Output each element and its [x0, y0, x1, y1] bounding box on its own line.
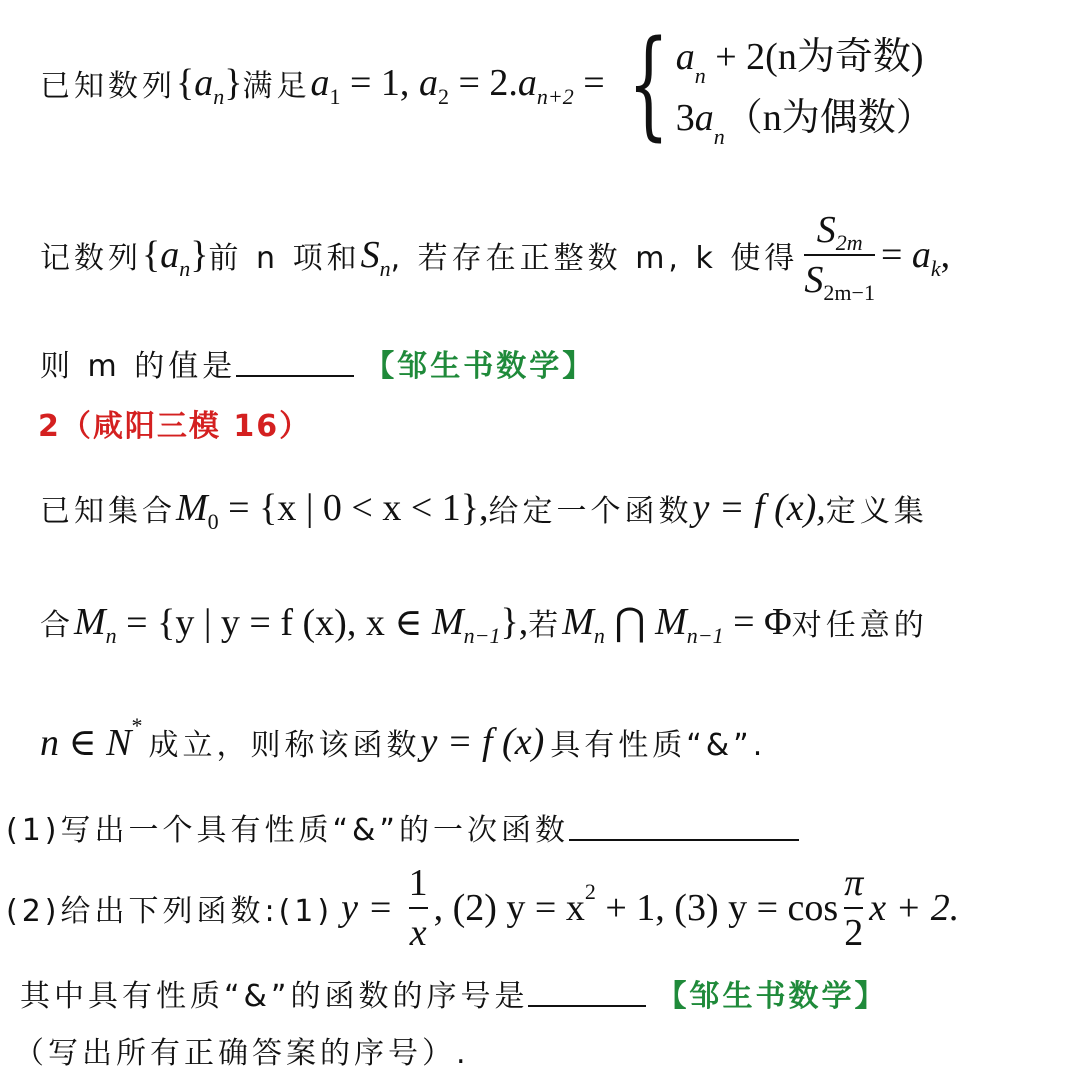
- answer-blank[interactable]: [236, 349, 354, 377]
- answer-blank-q3[interactable]: [528, 979, 646, 1007]
- brace-glyph: {: [627, 14, 669, 152]
- S-var: S: [360, 234, 380, 276]
- p1-question: 则 m 的值是: [40, 349, 237, 384]
- brand-label: 【邹生书数学】: [364, 349, 596, 384]
- answer-blank-q1[interactable]: [569, 813, 799, 841]
- S-sub: n: [379, 256, 391, 281]
- p2-heading-line: [38, 400, 311, 446]
- p1-text-satisfy: 满足: [242, 69, 311, 104]
- p2-q1: (1)写出一个具有性质“&”的一次函数: [6, 802, 799, 852]
- p2-q3: 其中具有性质“&”的函数的序号是 【邹生书数学】: [20, 968, 887, 1018]
- p1-line2: 记数列 { a n } 前 n 项和 S n , 若存在正整数 m, k 使得 S 2m S 2m−1 = a k ,: [40, 209, 951, 305]
- a1-sub: 1: [329, 84, 341, 109]
- p1-text-record: 记数列: [40, 241, 142, 276]
- an2-var: a: [517, 62, 537, 104]
- eq3: =: [573, 62, 605, 104]
- p1-text-sum: 前 n 项和: [208, 241, 361, 276]
- eq2: = 2.: [448, 62, 518, 104]
- piecewise-cases: [675, 25, 934, 149]
- fraction-S: S 2m S 2m−1: [804, 209, 875, 305]
- p1-line3: [40, 338, 595, 388]
- seq-sub: n: [213, 84, 225, 109]
- a1-var: a: [310, 62, 330, 104]
- p2-q2: (2)给出下列函数:(1) y = $\frac{1}{x}$ , (2) y = x 2 + 1, (3) y = cos $\frac{\pi}{2}$ x + 2.: [6, 862, 960, 954]
- case-odd: a n + 2(n为奇数): [675, 36, 924, 88]
- set-M0: = {x | 0 < x < 1},: [218, 487, 489, 529]
- a2-sub: 2: [437, 84, 449, 109]
- piecewise: [611, 14, 934, 152]
- eq1: = 1,: [340, 62, 419, 104]
- p2-line2: 合 M n = {y | y = f (x), x ∈ M n−1 }, 若 M n ⋂ M n−1 = Φ 对任意的: [40, 601, 928, 648]
- p1-text-known: 已知数列: [40, 69, 176, 104]
- p1-line1: [40, 14, 934, 152]
- p2-line1: 已知集合 M 0 = {x | 0 < x < 1}, 给定一个函数 y = f (x), 定义集: [40, 487, 928, 534]
- seq-open: {: [176, 62, 195, 104]
- case-even: 3 a n （n为偶数）: [675, 97, 934, 149]
- p1-text-exists: , 若存在正整数 m, k 使得: [390, 241, 799, 276]
- fraction-one-over-x: $\frac{1}{x}$: [408, 862, 428, 954]
- an2-sub: n+2: [536, 84, 574, 109]
- seq-var: a: [194, 62, 214, 104]
- brand-label-2: 【邹生书数学】: [656, 979, 888, 1014]
- seq-close: }: [224, 62, 243, 104]
- ak-var: a: [911, 234, 931, 276]
- fraction-pi-over-2: $\frac{\pi}{2}$: [844, 862, 864, 954]
- eq4: =: [880, 234, 912, 276]
- problem-heading: 2（咸阳三模 16）: [38, 409, 312, 444]
- p2-note: （写出所有正确答案的序号）.: [14, 1036, 470, 1071]
- p2-line3: n ∈ N * 成立，则称该函数 y = f (x) 具有性质“&”.: [40, 713, 767, 764]
- ak-sub: k: [930, 256, 941, 281]
- func-def: y = f (x),: [692, 487, 826, 529]
- a2-var: a: [418, 62, 438, 104]
